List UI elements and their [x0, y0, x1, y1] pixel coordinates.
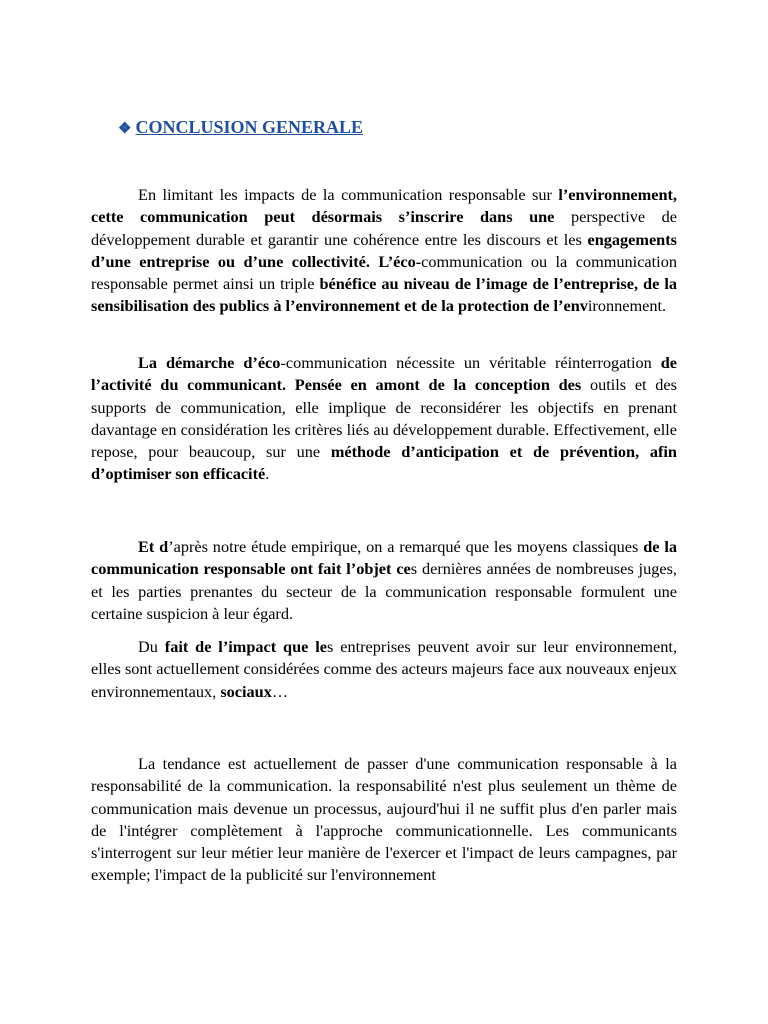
diamond-bullet-icon: ❖: [118, 121, 132, 137]
paragraph-2: [91, 352, 677, 486]
bold-text-run: La démarche d’éco: [138, 353, 281, 372]
bold-text-run: bénéfice au niveau de l’image de l’entreprise, de la sensibilisation des publics à l’environnement et de la protection de l’env: [91, 274, 677, 316]
text-run: La tendance est actuellement de passer d'une communication responsable à la responsabilité de la communication. la responsabilité n'est plus seulement un thème de communication mais devenue un processus, aujourd'hui il ne suffit plus d'en parler mais de l'intégrer complètement à l'approche communicationnelle. Les communicants s'interrogent sur leur métier leur manière de l'exercer et l'impact de leurs campagnes, par exemple; l'impact de la publicité sur l'environnement: [91, 754, 677, 885]
heading-title: CONCLUSION GENERALE: [135, 117, 363, 137]
bold-text-run: Et d: [138, 537, 169, 556]
paragraph-3: [91, 536, 677, 625]
text-run: s entreprises peuvent avoir sur leur environnement, elles sont actuellement considérées comme des acteurs majeurs face aux nouveaux enjeux environnementaux,: [91, 637, 678, 701]
bold-text-run: sociaux: [220, 681, 272, 701]
paragraph-4: [91, 636, 677, 703]
bold-text-run: fait de l’impact que le: [164, 637, 328, 656]
bold-text-run: méthode d’anticipation et de prévention, afin d’optimiser son efficacité: [91, 442, 677, 484]
text-run: En limitant les impacts de la communication responsable sur: [138, 185, 559, 204]
text-run: outils et des supports de communication, elle implique de reconsidérer les objectifs en prenant davantage en considération les critères liés au développement durable. Effectivement, elle repose, pour beaucoup, sur une: [91, 375, 677, 462]
text-run: perspective de développement durable et garantir une cohérence entre les discours et les: [91, 207, 677, 249]
text-run: s dernières années de nombreuses juges, et les parties prenantes du secteur de la communication responsable formulent une certaine suspicion à leur égard.: [91, 559, 677, 623]
text-run: ’après notre étude empirique, on a remarqué que les moyens classiques: [168, 537, 644, 556]
bold-text-run: l’environnement, cette communication peut désormais s’inscrire dans une: [91, 185, 677, 227]
paragraph-5: [91, 753, 677, 887]
text-run: …: [271, 681, 289, 701]
bold-text-run: de la communication responsable ont fait l’objet ce: [91, 537, 677, 579]
bold-text-run: engagements d’une entreprise ou d’une collectivité. L’éco-: [91, 229, 677, 271]
text-run: communication ou la communication responsable permet ainsi un triple: [91, 251, 677, 294]
bold-text-run: de l’activité du communicant. Pensée en amont de la conception des: [91, 353, 677, 395]
paragraph-1: [91, 184, 677, 318]
text-run: Du: [138, 637, 165, 656]
text-run: .: [265, 464, 270, 484]
text-run: ironnement.: [587, 296, 667, 316]
section-heading: [118, 117, 363, 138]
text-run: -communication nécessite un véritable réinterrogation: [280, 353, 661, 372]
